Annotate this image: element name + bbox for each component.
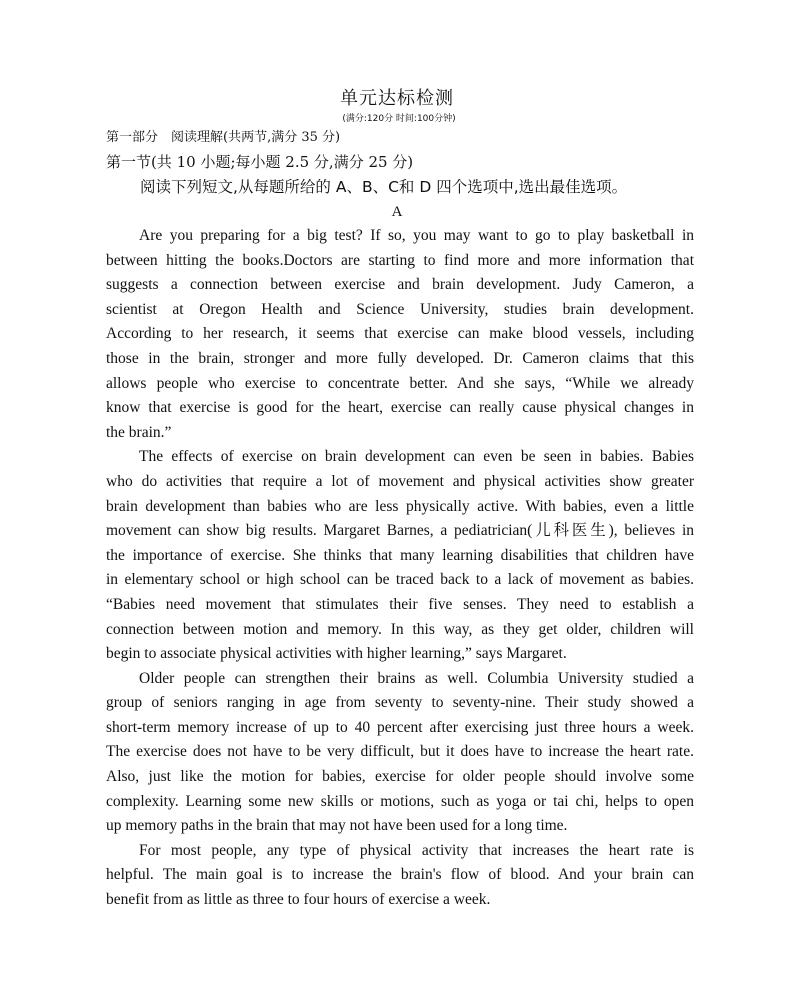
part-heading: 第一部分 阅读理解(共两节,满分 35 分) [106, 130, 341, 145]
passage-line: the importance of exercise. She thinks that many learning disabilities that children have [106, 546, 694, 564]
page-title: 单元达标检测 [340, 88, 454, 109]
passage-line: According to her research, it seems that exercise can make blood vessels, including [106, 325, 694, 343]
passage-line: in elementary school or high school can be traced back to a lack of movement as babies. [106, 571, 694, 589]
passage-line: suggests a connection between exercise and brain development. Judy Cameron, a [106, 276, 694, 294]
passage-line: helpful. The main goal is to increase the brain's flow of blood. And your brain can [106, 866, 694, 884]
passage-line: allows people who exercise to concentrate better. And she says, “While we already [106, 374, 694, 392]
passage-line: For most people, any type of physical activity that increases the heart rate is [139, 841, 694, 859]
passage-line: benefit from as little as three to four hours of exercise a week. [106, 891, 491, 909]
passage-line: who do activities that require a lot of movement and physical activities show greater [106, 472, 694, 490]
passage-line: know that exercise is good for the heart, exercise can really cause physical changes in [106, 399, 694, 417]
passage-line: Older people can strengthen their brains as well. Columbia University studied a [139, 669, 694, 687]
passage-line: group of seniors ranging in age from seventy to seventy-nine. Their study showed a [106, 694, 694, 712]
passage-line: begin to associate physical activities with higher learning,” says Margaret. [106, 645, 567, 663]
passage-line: those in the brain, stronger and more fully developed. Dr. Cameron claims that this [106, 349, 694, 367]
passage-line: The effects of exercise on brain development can even be seen in babies. Babies [139, 448, 694, 466]
passage-line: Also, just like the motion for babies, exercise for older people should involve some [106, 768, 694, 786]
passage-body [106, 226, 694, 915]
passage-line: between hitting the books.Doctors are starting to find more and more information that [106, 251, 694, 269]
section-heading: 第一节(共 10 小题;每小题 2.5 分,满分 25 分) [106, 153, 414, 171]
passage-line: movement can show big results. Margaret Barnes, a pediatrician(儿科医生), believes in [106, 522, 694, 540]
passage-line: short-term memory increase of up to 40 percent after exercising just three hours a week. [106, 718, 694, 736]
passage-line: “Babies need movement that stimulates their five senses. They need to establish a [106, 595, 694, 613]
passage-line: brain development than babies who are less physically active. With babies, even a little [106, 497, 694, 515]
passage-line: scientist at Oregon Health and Science University, studies brain development. [106, 300, 694, 318]
score-time-note: (满分:120分 时间:100分钟) [342, 114, 456, 124]
passage-line: complexity. Learning some new skills or motions, such as yoga or tai chi, helps to open [106, 792, 694, 810]
passage-line: the brain.” [106, 423, 172, 441]
passage-line: Are you preparing for a big test? If so, you may want to go to play basketball in [139, 227, 694, 244]
passage-line: The exercise does not have to be very difficult, but it does have to increase the heart rate. [106, 743, 694, 761]
passage-line: connection between motion and memory. In this way, as they get older, children will [106, 620, 694, 638]
directions-text: 阅读下列短文,从每题所给的 A、B、C和 D 四个选项中,选出最佳选项。 [140, 178, 628, 196]
passage-line: up memory paths in the brain that may not have been used for a long time. [106, 817, 568, 835]
passage-label: A [391, 204, 403, 220]
